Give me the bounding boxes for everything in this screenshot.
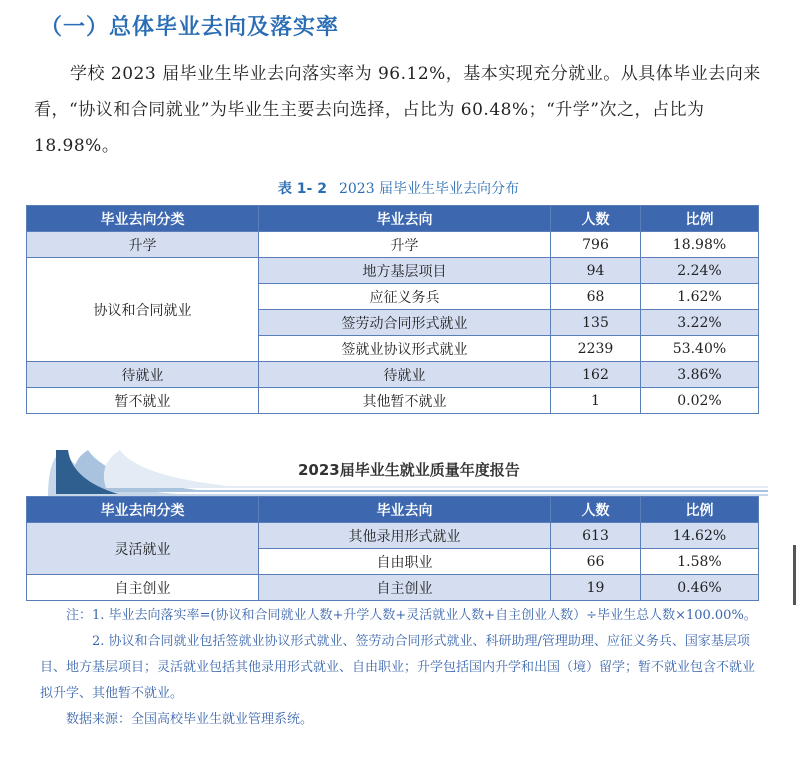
ratio-cell: 53.40% [641, 336, 759, 362]
table-header-row [27, 497, 759, 523]
table-caption [0, 178, 797, 198]
table-header-row [27, 206, 759, 232]
note-2: 2. 协议和合同就业包括签就业协议形式就业、签劳动合同形式就业、科研助理/管理助理、应征义务兵、国家基层项目、地方基层项目；灵活就业包括其他录用形式就业、自由职业；升学包括国内升学和出国（境）留学；暂不就业包含不就业拟升学、其他暂不就业。 [40, 634, 756, 701]
category-cell: 升学 [27, 232, 259, 258]
category-cell: 暂不就业 [27, 388, 259, 414]
header-category: 毕业去向分类 [27, 206, 259, 232]
ratio-cell: 3.22% [641, 310, 759, 336]
page-edge-mark [792, 545, 797, 605]
table-row [27, 388, 759, 414]
table-notes [40, 603, 760, 733]
destination-cell: 自主创业 [259, 575, 551, 601]
count-cell: 1 [551, 388, 641, 414]
count-cell: 613 [551, 523, 641, 549]
header-ratio: 比例 [641, 206, 759, 232]
table-row [27, 258, 759, 284]
report-banner-title: 2023届毕业生就业质量年度报告 [298, 461, 520, 479]
destination-cell: 地方基层项目 [259, 258, 551, 284]
data-source-note: 数据来源：全国高校毕业生就业管理系统。 [66, 712, 314, 727]
header-count: 人数 [551, 206, 641, 232]
ratio-cell: 1.58% [641, 549, 759, 575]
note-1: 注：1. 毕业去向落实率=(协议和合同就业人数+升学人数+灵活就业人数+自主创业人数）÷毕业生总人数×100.00%。 [66, 608, 757, 623]
section-title: （一）总体毕业去向及落实率 [40, 15, 340, 40]
ratio-cell: 18.98% [641, 232, 759, 258]
count-cell: 66 [551, 549, 641, 575]
header-destination: 毕业去向 [259, 206, 551, 232]
summary-paragraph: 学校 2023 届毕业生毕业去向落实率为 96.12%，基本实现充分就业。从具体毕业去向来看，“协议和合同就业”为毕业生主要去向选择，占比为 60.48%；“升学”次之，占比为 18.98%。 [34, 64, 761, 156]
ratio-cell: 2.24% [641, 258, 759, 284]
count-cell: 2239 [551, 336, 641, 362]
ratio-cell: 0.02% [641, 388, 759, 414]
ratio-cell: 1.62% [641, 284, 759, 310]
ratio-cell: 14.62% [641, 523, 759, 549]
count-cell: 94 [551, 258, 641, 284]
destination-cell: 其他录用形式就业 [259, 523, 551, 549]
count-cell: 162 [551, 362, 641, 388]
destination-cell: 应征义务兵 [259, 284, 551, 310]
table-caption-title: 2023 届毕业生毕业去向分布 [338, 181, 520, 197]
category-cell: 灵活就业 [27, 523, 259, 575]
category-cell: 自主创业 [27, 575, 259, 601]
count-cell: 796 [551, 232, 641, 258]
table-caption-label: 表 1- 2 [277, 181, 327, 197]
destination-cell: 升学 [259, 232, 551, 258]
destination-table-1 [26, 205, 759, 414]
table-row [27, 575, 759, 601]
destination-cell: 其他暂不就业 [259, 388, 551, 414]
ratio-cell: 0.46% [641, 575, 759, 601]
ratio-cell: 3.86% [641, 362, 759, 388]
destination-cell: 待就业 [259, 362, 551, 388]
table-row [27, 232, 759, 258]
header-category: 毕业去向分类 [27, 497, 259, 523]
header-ratio: 比例 [641, 497, 759, 523]
count-cell: 19 [551, 575, 641, 601]
category-cell: 协议和合同就业 [27, 258, 259, 362]
destination-cell: 自由职业 [259, 549, 551, 575]
destination-table-2 [26, 496, 759, 601]
count-cell: 68 [551, 284, 641, 310]
category-cell: 待就业 [27, 362, 259, 388]
header-count: 人数 [551, 497, 641, 523]
count-cell: 135 [551, 310, 641, 336]
header-destination: 毕业去向 [259, 497, 551, 523]
table-row [27, 362, 759, 388]
destination-cell: 签就业协议形式就业 [259, 336, 551, 362]
destination-cell: 签劳动合同形式就业 [259, 310, 551, 336]
table-row [27, 523, 759, 549]
